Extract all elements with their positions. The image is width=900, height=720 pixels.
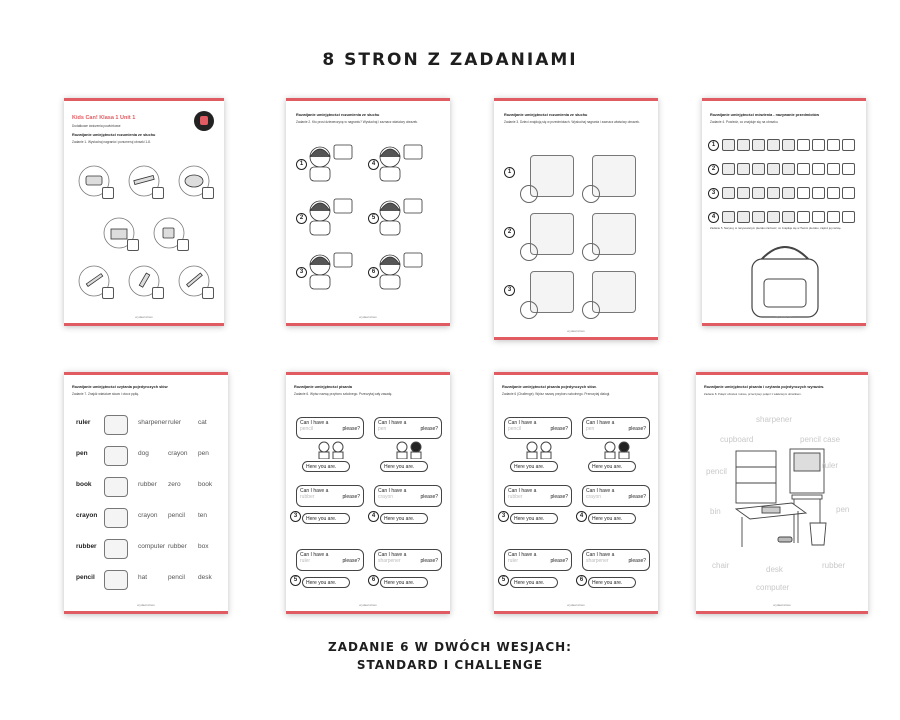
answer-box[interactable] (102, 187, 114, 199)
answer-bubble: Here you are. (380, 577, 428, 588)
word-option[interactable]: rubber (138, 481, 157, 488)
fill-word[interactable]: rubber (508, 494, 523, 500)
number-6: 6 (368, 267, 379, 278)
traced-word: ruler (822, 461, 839, 470)
question-bubble (374, 417, 442, 439)
answer-bubble: Here you are. (302, 461, 350, 472)
worksheet-page-4 (702, 98, 866, 326)
page-4-task-2: Zadanie 5. Narysuj, w narysowanym plecaku zaznacz, co znajduje się w Twoim plecaku, zapisz jej nazwę. (710, 226, 842, 230)
page-1-task: Zadanie 1. Wysłuchaj nagrania i ponumeruj obrazki 1-8. (72, 140, 151, 144)
children-icon (602, 441, 632, 459)
number-5: 5 (290, 575, 301, 586)
answer-circle[interactable] (582, 301, 600, 319)
please-text: please? (550, 494, 568, 500)
fill-word[interactable]: pencil (508, 426, 522, 432)
question-bubble (374, 485, 442, 507)
question-text: Can I have a (300, 420, 329, 426)
question-text: Can I have a (378, 420, 407, 426)
blank-cell[interactable] (842, 139, 855, 151)
traced-word: rubber (822, 561, 846, 570)
picture-cell (782, 187, 795, 199)
answer-bubble: Here you are. (588, 461, 636, 472)
page-7-task: Zadanie 6 (Challenge). Wpisz nazwę przyboru szkolnego. Przeczytaj dialogi. (502, 392, 611, 396)
traced-word: bin (710, 507, 721, 516)
classroom-picture (732, 447, 832, 557)
blank-cell[interactable] (827, 163, 840, 175)
picture-grid (702, 101, 866, 231)
answer-bubble: Here you are. (510, 577, 558, 588)
worksheet-page-8 (696, 372, 868, 614)
page-3-task: Zadanie 3. Dzieci znajdują się w przedmiotach. Wysłuchaj nagrania i zaznacz właściwy obrazek. (504, 120, 640, 124)
blank-cell[interactable] (827, 187, 840, 199)
caption-line-2: STANDARD I CHALLENGE (356, 658, 544, 672)
number-5: 5 (498, 575, 509, 586)
answer-bubble: Here you are. (510, 513, 558, 524)
word-option[interactable]: crayon (168, 450, 188, 457)
picture-cell (767, 139, 780, 151)
word-option[interactable]: pencil (168, 574, 185, 581)
blank-cell[interactable] (842, 211, 855, 223)
traced-word: pencil (706, 467, 727, 476)
picture-cell (752, 139, 765, 151)
traced-word: computer (756, 583, 790, 592)
children-icon (316, 441, 346, 459)
number-4: 4 (368, 159, 379, 170)
question-text: Can I have a (586, 420, 615, 426)
picture-cell (737, 139, 750, 151)
word-option[interactable]: ruler (168, 419, 182, 426)
worksheet-page-7 (494, 372, 658, 614)
blank-cell[interactable] (797, 139, 810, 151)
worksheet-page-2 (286, 98, 450, 326)
page-footer: wydawnictwo (359, 315, 377, 319)
word-picture (104, 570, 128, 590)
picture-cell (782, 211, 795, 223)
answer-circle[interactable] (520, 243, 538, 261)
answer-box[interactable] (177, 239, 189, 251)
page-1-title: Kids Can! Klasa 1 Unit 1 (72, 115, 136, 121)
fill-word[interactable]: ruler (508, 558, 519, 564)
backpack-icon (740, 241, 830, 321)
question-bubble (504, 485, 572, 507)
fill-word[interactable]: ruler (300, 558, 311, 564)
picture-cell (722, 163, 735, 175)
picture-cell (737, 187, 750, 199)
blank-cell[interactable] (842, 163, 855, 175)
children-icon (524, 441, 554, 459)
question-text: Can I have a (300, 552, 329, 558)
page-footer: wydawnictwo (567, 329, 585, 333)
number-5: 5 (368, 213, 379, 224)
please-text: please? (550, 426, 568, 432)
number-1: 1 (504, 167, 515, 178)
word-option[interactable]: sharpener (138, 419, 168, 426)
page-4-task: Zadanie 4. Powiedz, co znajduje się na obrazku. (710, 120, 779, 124)
picture-cell (752, 187, 765, 199)
caption-line-1: ZADANIE 6 W DWÓCH WESJACH: (328, 640, 572, 654)
page-title: 8 STRON Z ZADANIAMI (322, 50, 578, 70)
traced-word: chair (712, 561, 730, 570)
blank-cell[interactable] (812, 211, 825, 223)
target-word: book (76, 481, 92, 488)
blank-cell[interactable] (797, 211, 810, 223)
please-text: please? (342, 558, 360, 564)
word-option[interactable]: box (198, 543, 209, 550)
traced-word: pen (836, 505, 850, 514)
page-1-items (64, 151, 224, 326)
answer-bubble: Here you are. (588, 513, 636, 524)
picture-cell (782, 163, 795, 175)
fill-word[interactable]: pen (378, 426, 387, 432)
page-footer: wydawnictwo (775, 315, 793, 319)
answer-bubble: Here you are. (510, 461, 558, 472)
worksheet-page-5 (64, 372, 228, 614)
word-option[interactable]: cat (198, 419, 207, 426)
number-1: 1 (708, 140, 719, 151)
school-logo-icon (194, 111, 214, 131)
number-3: 3 (296, 267, 307, 278)
question-bubble (582, 417, 650, 439)
please-text: please? (550, 558, 568, 564)
reading-rows (64, 375, 228, 611)
answer-box[interactable] (152, 287, 164, 299)
number-3: 3 (290, 511, 301, 522)
page-footer: wydawnictwo (135, 315, 153, 319)
page-footer: wydawnictwo (137, 603, 155, 607)
question-bubble (582, 549, 650, 571)
question-text: Can I have a (378, 552, 407, 558)
question-bubble (296, 417, 364, 439)
please-text: please? (342, 426, 360, 432)
question-text: Can I have a (378, 488, 407, 494)
number-4: 4 (708, 212, 719, 223)
question-text: Can I have a (508, 552, 537, 558)
word-option[interactable]: dog (138, 450, 149, 457)
answer-box[interactable] (152, 187, 164, 199)
answer-bubble: Here you are. (380, 461, 428, 472)
word-option[interactable]: hat (138, 574, 148, 581)
number-6: 6 (576, 575, 587, 586)
please-text: please? (628, 494, 646, 500)
picture-cell (767, 211, 780, 223)
fill-word[interactable]: crayon (586, 494, 602, 500)
question-text: Can I have a (508, 420, 537, 426)
question-bubble (296, 549, 364, 571)
word-option[interactable]: ten (198, 512, 208, 519)
traced-word: desk (766, 565, 783, 574)
number-3: 3 (708, 188, 719, 199)
answer-bubble: Here you are. (302, 513, 350, 524)
fill-word[interactable]: pen (586, 426, 595, 432)
answer-circle[interactable] (582, 185, 600, 203)
question-bubble (374, 549, 442, 571)
word-option[interactable]: computer (138, 543, 166, 550)
children-icon (394, 441, 424, 459)
answer-bubble: Here you are. (302, 577, 350, 588)
picture-cell (752, 163, 765, 175)
page-footer: wydawnictwo (773, 603, 791, 607)
word-option[interactable]: zero (168, 481, 181, 488)
blank-cell[interactable] (797, 163, 810, 175)
word-picture (104, 539, 128, 559)
word-picture (104, 446, 128, 466)
worksheet-page-6 (286, 372, 450, 614)
page-4-heading: Rozwijanie umiejętności mówienia - nazywanie przedmiotów (710, 113, 820, 117)
worksheet-page-1 (64, 98, 224, 326)
question-bubble (504, 417, 572, 439)
question-text: Can I have a (586, 552, 615, 558)
traced-word: sharpener (756, 415, 793, 424)
number-3: 3 (504, 285, 515, 296)
fill-word[interactable]: pencil (300, 426, 314, 432)
target-word: ruler (76, 419, 91, 426)
blank-cell[interactable] (827, 211, 840, 223)
picture-cell (722, 211, 735, 223)
page-2-task: Zadanie 2. Kto prosi dzieweczynę w nagraniu? Wysłuchaj i zaznacz właściwy obrazek. (296, 120, 419, 124)
dialog-grid (494, 375, 658, 611)
picture-cell (722, 139, 735, 151)
answer-circle[interactable] (520, 185, 538, 203)
page-6-heading: Rozwijanie umiejętności pisania (294, 385, 353, 389)
word-option[interactable]: book (198, 481, 213, 488)
page-3-heading: Rozwijanie umiejętności rozumienia ze słuchu (504, 113, 588, 117)
traced-word: pencil case (800, 435, 841, 444)
fill-word[interactable]: sharpener (378, 558, 401, 564)
word-picture (104, 477, 128, 497)
blank-cell[interactable] (812, 139, 825, 151)
page-5-task: Zadanie 7. Znajdź właściwe słowo i otocz pętlą. (72, 392, 139, 396)
page-5-heading: Rozwijanie umiejętności czytania pojedynczych słów (72, 385, 168, 389)
page-7-heading: Rozwijanie umiejętności pisania pojedynczych słów. (502, 385, 597, 389)
word-picture (104, 508, 128, 528)
question-bubble (504, 549, 572, 571)
word-picture (104, 415, 128, 435)
please-text: please? (342, 494, 360, 500)
please-text: please? (420, 558, 438, 564)
answer-box[interactable] (102, 287, 114, 299)
target-word: pen (76, 450, 88, 457)
answer-box[interactable] (202, 287, 214, 299)
page-8-task: Zadanie 8. Połącz obrazek i słowo, przeczytaj i połącz z właściwym obrazkiem. (704, 392, 802, 396)
number-3: 3 (498, 511, 509, 522)
target-word: crayon (76, 512, 98, 519)
page-8-heading: Rozwijanie umiejętności pisania i czytania pojedynczych wyrazów. (704, 385, 825, 389)
word-option[interactable]: desk (198, 574, 212, 581)
answer-bubble: Here you are. (380, 513, 428, 524)
worksheet-page-3 (494, 98, 658, 340)
page-footer: wydawnictwo (359, 603, 377, 607)
please-text: please? (420, 494, 438, 500)
fill-word[interactable]: crayon (378, 494, 394, 500)
fill-word[interactable]: sharpener (586, 558, 609, 564)
number-6: 6 (368, 575, 379, 586)
word-option[interactable]: pencil (168, 512, 185, 519)
question-text: Can I have a (508, 488, 537, 494)
number-2: 2 (504, 227, 515, 238)
please-text: please? (628, 558, 646, 564)
number-4: 4 (368, 511, 379, 522)
traced-word: cupboard (720, 435, 754, 444)
answer-bubble: Here you are. (588, 577, 636, 588)
number-2: 2 (708, 164, 719, 175)
page-6-task: Zadanie 6. Wpisz nazwę przyboru szkolnego. Przeczytaj cały zasadę. (294, 392, 393, 396)
dialog-grid (286, 375, 450, 611)
picture-cell (737, 211, 750, 223)
picture-cell (767, 163, 780, 175)
page-1-heading: Rozwijanie umiejętności rozumienia ze słuchu (72, 133, 156, 137)
picture-cell (737, 163, 750, 175)
please-text: please? (420, 426, 438, 432)
page-footer: wydawnictwo (567, 603, 585, 607)
number-2: 2 (296, 213, 307, 224)
question-bubble (296, 485, 364, 507)
blank-cell[interactable] (812, 187, 825, 199)
picture-cell (782, 139, 795, 151)
blank-cell[interactable] (812, 163, 825, 175)
word-option[interactable]: crayon (138, 512, 158, 519)
answer-circle[interactable] (520, 301, 538, 319)
question-text: Can I have a (300, 488, 329, 494)
blank-cell[interactable] (827, 139, 840, 151)
please-text: please? (628, 426, 646, 432)
blank-cell[interactable] (797, 187, 810, 199)
fill-word[interactable]: rubber (300, 494, 315, 500)
page-1-subtitle: Dodatkowe ćwiczenia powtórkowe (72, 124, 121, 128)
answer-circle[interactable] (582, 243, 600, 261)
word-option[interactable]: pen (198, 450, 209, 457)
picture-cell (722, 187, 735, 199)
picture-cell (767, 187, 780, 199)
question-bubble (582, 485, 650, 507)
blank-cell[interactable] (842, 187, 855, 199)
target-word: rubber (76, 543, 97, 550)
number-4: 4 (576, 511, 587, 522)
answer-box[interactable] (202, 187, 214, 199)
picture-cell (752, 211, 765, 223)
page-2-heading: Rozwijanie umiejętności rozumienia ze słuchu (296, 113, 380, 117)
number-1: 1 (296, 159, 307, 170)
answer-box[interactable] (127, 239, 139, 251)
target-word: pencil (76, 574, 95, 581)
word-option[interactable]: rubber (168, 543, 187, 550)
question-text: Can I have a (586, 488, 615, 494)
